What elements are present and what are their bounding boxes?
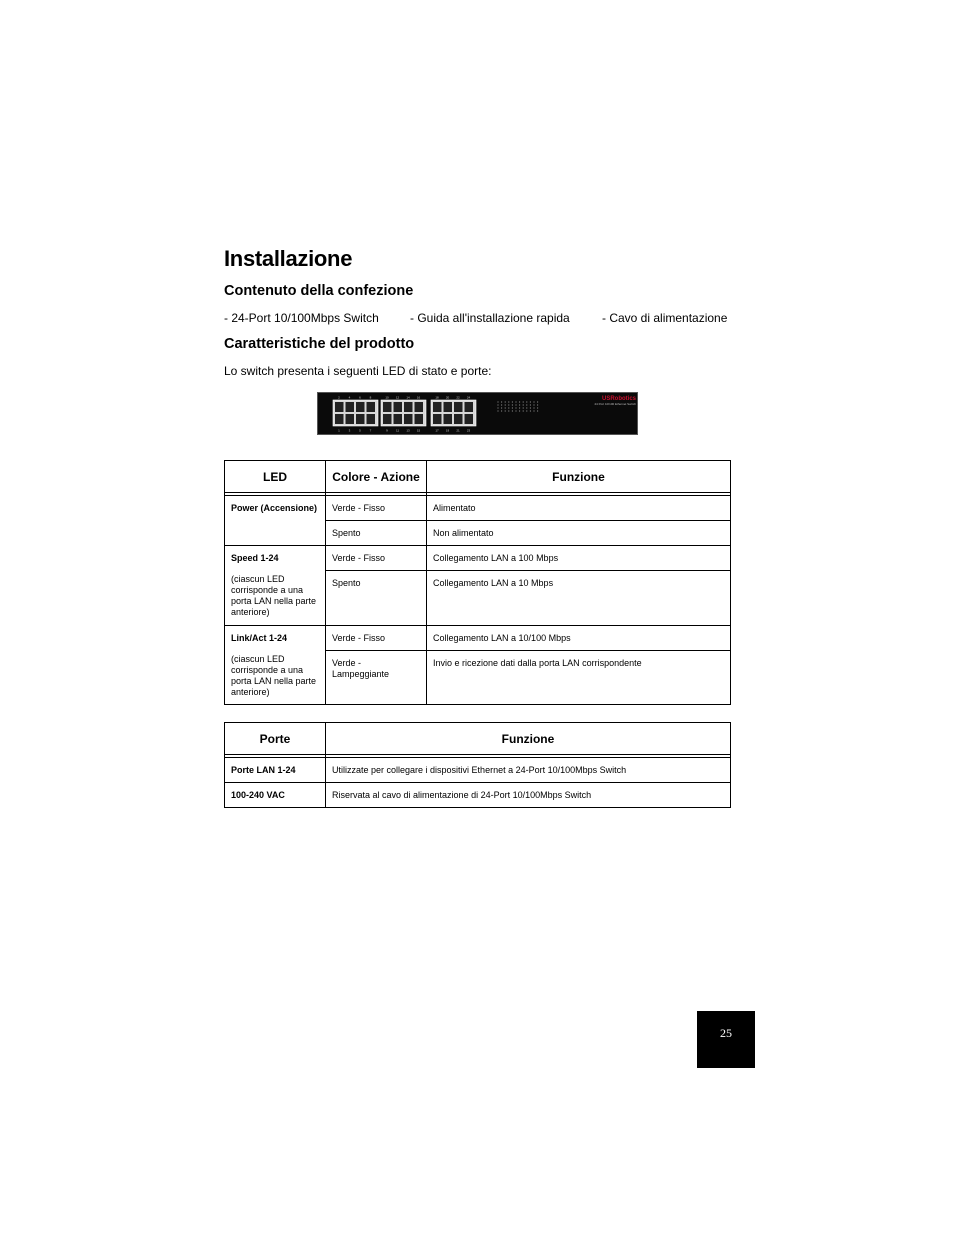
port-number-label: 15 — [416, 428, 421, 433]
rj45-port-icon — [404, 414, 413, 424]
color-cell: Verde - Fisso — [326, 546, 427, 571]
port-number-label: 7 — [369, 428, 372, 433]
status-led-icon — [533, 404, 534, 405]
port-number-label: 4 — [348, 395, 351, 400]
rj45-port-icon — [346, 414, 355, 424]
function-cell: Alimentato — [427, 496, 731, 521]
rj45-port-icon — [404, 402, 413, 412]
rj45-port-icon — [415, 414, 424, 424]
port-number-label: 2 — [338, 395, 340, 400]
port-number-label: 8 — [369, 395, 372, 400]
table-row — [225, 546, 731, 571]
table-row — [225, 626, 731, 651]
led-name-cell: Power (Accensione) — [225, 496, 326, 546]
port-number-label: 9 — [386, 428, 388, 433]
status-led-icon — [508, 401, 509, 402]
status-led-icon — [530, 404, 531, 405]
status-led-icon — [523, 407, 524, 408]
status-led-icon — [533, 407, 534, 408]
status-led-icon — [519, 401, 520, 402]
status-led-icon — [512, 410, 513, 411]
contents-item-power-cord: - Cavo di alimentazione — [602, 311, 728, 325]
package-contents-heading: Contenuto della confezione — [224, 283, 414, 299]
port-number-label: 3 — [348, 428, 351, 433]
status-led-icon — [519, 404, 520, 405]
rj45-port-icon — [367, 402, 376, 412]
page-title: Installazione — [224, 246, 353, 271]
port-number-label: 6 — [359, 395, 361, 400]
status-led-icon — [515, 410, 516, 411]
rj45-port-icon — [394, 414, 403, 424]
status-led-icon — [537, 410, 538, 411]
rj45-port-icon — [394, 402, 403, 412]
rj45-port-icon — [444, 414, 453, 424]
status-led-icon — [497, 407, 498, 408]
color-cell: Spento — [326, 571, 427, 626]
function-cell: Non alimentato — [427, 521, 731, 546]
rj45-port-icon — [335, 414, 344, 424]
rj45-port-icon — [356, 402, 365, 412]
status-led-icon — [537, 404, 538, 405]
port-number-label: 16 — [416, 395, 421, 400]
port-number-label: 22 — [456, 395, 460, 400]
status-led-icon — [533, 401, 534, 402]
led-note: (ciascun LED corrisponde a una porta LAN nella parte anteriore) — [231, 654, 317, 697]
status-led-icon — [530, 407, 531, 408]
status-led-icon — [526, 410, 527, 411]
port-number-label: 21 — [456, 428, 460, 433]
table-row — [225, 783, 731, 808]
led-table — [224, 460, 731, 705]
function-cell: Collegamento LAN a 10/100 Mbps — [427, 626, 731, 651]
status-led-icon — [523, 401, 524, 402]
status-led-icon — [512, 404, 513, 405]
rj45-port-icon — [383, 402, 392, 412]
status-led-icon — [515, 404, 516, 405]
rj45-port-icon — [454, 414, 463, 424]
model-label: 24 Port 10/100 Ethernet Switch — [594, 402, 636, 406]
color-cell: Verde - Fisso — [326, 496, 427, 521]
port-number-label: 17 — [435, 428, 439, 433]
status-led-icon — [537, 407, 538, 408]
status-led-icon — [501, 404, 502, 405]
status-led-icon — [497, 401, 498, 402]
led-column-header: LED — [225, 461, 326, 493]
rj45-port-icon — [454, 402, 463, 412]
rj45-port-icon — [465, 402, 474, 412]
status-led-icon — [508, 404, 509, 405]
rj45-port-icon — [356, 414, 365, 424]
status-led-icon — [505, 407, 506, 408]
port-column-header: Porte — [225, 723, 326, 755]
port-number-label: 23 — [466, 428, 471, 433]
contents-item-switch: - 24-Port 10/100Mbps Switch — [224, 311, 379, 325]
status-led-icon — [515, 407, 516, 408]
rj45-port-icon — [383, 414, 392, 424]
function-column-header: Funzione — [427, 461, 731, 493]
table-row — [225, 758, 731, 783]
status-led-icon — [537, 401, 538, 402]
brand-logo-text: USRobotics — [601, 396, 636, 402]
rj45-port-icon — [433, 402, 442, 412]
table-row — [225, 496, 731, 521]
status-led-icon — [497, 410, 498, 411]
contents-item-guide: - Guida all'installazione rapida — [410, 311, 570, 325]
status-led-icon — [519, 410, 520, 411]
status-led-icon — [501, 410, 502, 411]
port-number-label: 19 — [445, 428, 450, 433]
port-number-label: 10 — [385, 395, 389, 400]
color-cell: Verde - Fisso — [326, 626, 427, 651]
port-function-cell: Riservata al cavo di alimentazione di 24-Port 10/100Mbps Switch — [326, 783, 731, 808]
port-number-label: 1 — [338, 428, 340, 433]
status-led-icon — [505, 401, 506, 402]
rj45-port-icon — [346, 402, 355, 412]
status-led-icon — [512, 407, 513, 408]
rj45-port-icon — [433, 414, 442, 424]
color-cell: Spento — [326, 521, 427, 546]
port-function-cell: Utilizzate per collegare i dispositivi Ethernet a 24-Port 10/100Mbps Switch — [326, 758, 731, 783]
status-led-icon — [526, 407, 527, 408]
function-cell: Invio e ricezione dati dalla porta LAN corrispondente — [427, 651, 731, 705]
status-led-icon — [508, 407, 509, 408]
port-number-label: 11 — [395, 428, 400, 433]
color-cell: Verde - Lampeggiante — [326, 651, 427, 705]
port-number-label: 12 — [395, 395, 400, 400]
rj45-port-icon — [444, 402, 453, 412]
rj45-port-icon — [367, 414, 376, 424]
switch-illustration — [318, 393, 639, 436]
port-table — [224, 722, 731, 808]
status-led-icon — [523, 410, 524, 411]
status-led-icon — [512, 401, 513, 402]
port-function-column-header: Funzione — [326, 723, 731, 755]
led-name-cell: Speed 1-24 (ciascun LED corrisponde a una porta LAN nella parte anteriore) — [225, 546, 326, 626]
port-number-label: 13 — [406, 428, 410, 433]
status-led-icon — [515, 401, 516, 402]
product-features-heading: Caratteristiche del prodotto — [224, 336, 415, 352]
status-led-icon — [523, 404, 524, 405]
status-led-icon — [530, 410, 531, 411]
status-led-icon — [501, 407, 502, 408]
port-number-label: 18 — [435, 395, 439, 400]
port-name-cell: Porte LAN 1-24 — [225, 758, 326, 783]
port-number-label: 24 — [466, 395, 471, 400]
status-led-icon — [505, 404, 506, 405]
status-led-icon — [526, 404, 527, 405]
port-number-label: 14 — [406, 395, 410, 400]
status-led-icon — [519, 407, 520, 408]
led-name-cell: Link/Act 1-24 (ciascun LED corrisponde a una porta LAN nella parte anteriore) — [225, 626, 326, 705]
status-led-icon — [526, 401, 527, 402]
status-led-icon — [505, 410, 506, 411]
rj45-port-icon — [335, 402, 344, 412]
led-note: (ciascun LED corrisponde a una porta LAN nella parte anteriore) — [231, 574, 317, 617]
port-number-label: 5 — [359, 428, 361, 433]
function-cell: Collegamento LAN a 100 Mbps — [427, 546, 731, 571]
status-led-icon — [501, 401, 502, 402]
port-number-label: 20 — [445, 395, 450, 400]
status-led-icon — [533, 410, 534, 411]
color-action-column-header: Colore - Azione — [326, 461, 427, 493]
port-name-cell: 100-240 VAC — [225, 783, 326, 808]
rj45-port-icon — [415, 402, 424, 412]
status-led-icon — [530, 401, 531, 402]
page-number: 25 — [697, 1011, 755, 1068]
status-led-icon — [508, 410, 509, 411]
package-contents-list — [224, 311, 734, 327]
status-led-icon — [497, 404, 498, 405]
rj45-port-icon — [465, 414, 474, 424]
switch-front-panel-image — [317, 392, 638, 435]
function-cell: Collegamento LAN a 10 Mbps — [427, 571, 731, 626]
features-intro: Lo switch presenta i seguenti LED di stato e porte: — [224, 364, 492, 378]
